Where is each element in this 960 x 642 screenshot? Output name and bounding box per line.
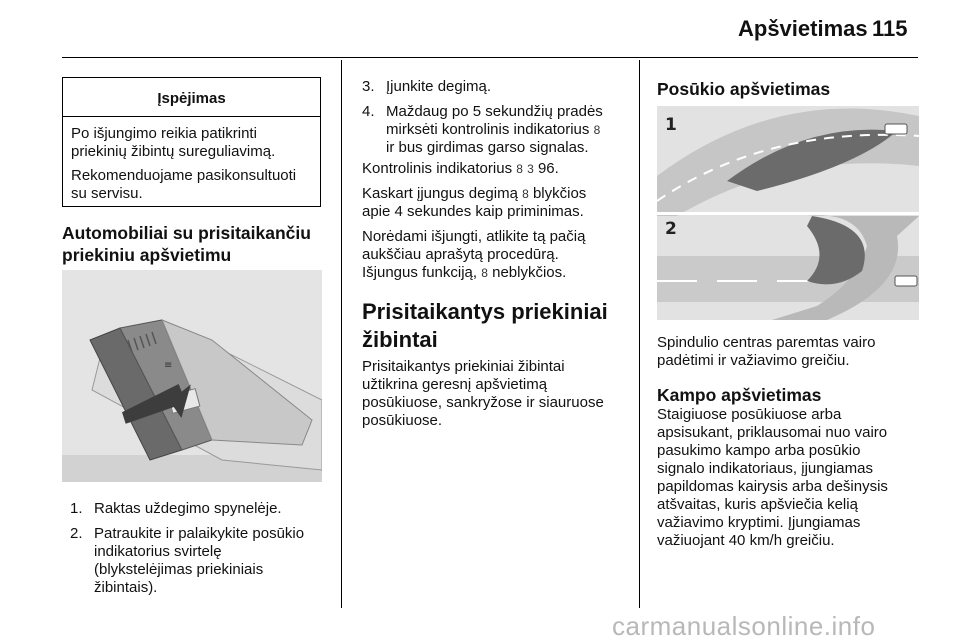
page-ref-arrow-icon: 3 [527,162,534,177]
list-text: Maždaug po 5 sekundžių pradės [386,103,603,120]
column-divider-left [341,60,342,608]
list-text: (blykstelėjimas priekiniais [94,561,264,578]
heading-line: Prisitaikantys priekiniai [362,299,608,324]
warning-line: su servisu. [71,185,143,202]
body-text: papildomas kairysis arba dešinysis [657,478,888,495]
heading-line: žibintai [362,327,438,352]
headlight-beam-diagram-icon [657,106,919,320]
warning-body [63,117,320,203]
list-text: ir bus girdimas garso signalas. [386,139,589,157]
page-header-title: Apšvietimas [738,16,868,41]
body-text: signalo indikatoriaus, įjungiamas [657,460,873,477]
body-text: aukščiau aprašytą procedūrą. [362,246,559,264]
indicator-icon: 8 [481,266,488,281]
body-text: Kontrolinis indikatorius [362,160,513,177]
steps-list-b [362,78,632,164]
list-item [70,500,330,518]
caption-text: padėtimi ir važiavimo greičiu. [657,352,850,369]
list-text: žibintais). [94,579,158,596]
caption-text: Spindulio centras paremtas vairo [657,334,876,351]
adaptive-body [362,160,637,289]
body-text: apie 4 sekundes kaip priminimas. [362,203,584,221]
list-text: indikatorius svirtelę [94,543,222,560]
warning-line: priekinių žibintų sureguliavimą. [71,143,276,160]
body-text: Staigiuose posūkiuose arba [657,406,842,423]
list-item [362,103,632,157]
body-text: apsisukant, priklausomai nuo vairo [657,424,888,441]
list-item [70,525,330,597]
adaptive-heading [62,222,311,266]
body-text: atšvaitas, kuris apšviečia kelią [657,496,858,513]
warning-title: Įspėjimas [63,78,320,117]
svg-text:≡: ≡ [164,360,173,371]
body-text: Išjungus funkciją, [362,264,478,282]
indicator-icon: 8 [522,187,529,202]
figure-label-2: 2 [665,219,677,239]
body-text: posūkiuose. [362,412,443,429]
curve-light-heading: Posūkio apšvietimas [657,79,831,99]
body-text: blykčios [532,185,587,203]
list-text: mirksėti kontrolinis indikatorius [386,121,590,138]
afl-heading [362,298,608,354]
page-number: 115 [872,16,908,41]
steps-list-a [70,500,330,604]
body-text: neblykčios. [492,264,567,282]
page-reference: 96. [537,160,559,177]
list-text: Įjunkite degimą. [386,78,492,95]
body-text: Kaskart įjungus degimą [362,185,518,203]
list-number: 3. [362,78,375,95]
indicator-icon: 8 [593,123,601,138]
list-item [362,78,632,96]
corner-light-body [657,406,919,550]
body-text: posūkiuose, sankryžose ir siauruose [362,394,604,411]
heading-line: Automobiliai su prisitaikančiu [62,223,311,243]
figure-caption [657,334,919,370]
list-text: Raktas uždegimo spynelėje. [94,500,282,517]
warning-box [62,77,321,207]
body-text: važiavimo kryptimi. Įjungiamas [657,514,861,531]
warning-line: Rekomenduojame pasikonsultuoti [71,167,297,184]
list-number: 4. [362,103,375,120]
stalk-illustration [62,270,322,482]
indicator-icon: 8 [516,162,523,177]
figure-label-1: 1 [665,115,677,135]
list-number: 1. [70,500,83,517]
corner-light-heading: Kampo apšvietimas [657,385,822,405]
column-divider-right [639,60,640,608]
turn-signal-stalk-icon [62,270,322,482]
body-text: pasukimo kampo arba posūkio [657,442,861,459]
header-divider [62,57,918,58]
afl-body [362,358,637,430]
list-text: Patraukite ir palaikykite posūkio [94,525,305,542]
watermark: carmanualsonline.info [612,611,876,641]
list-number: 2. [70,525,83,542]
warning-line: Po išjungimo reikia patikrinti [71,125,257,142]
heading-line: priekiniu apšvietimu [62,245,232,265]
body-text: užtikrina geresnį apšvietimą [362,376,548,393]
body-text: važiuojant 40 km/h greičiu. [657,532,835,549]
body-text: Prisitaikantys priekiniai žibintai [362,358,565,375]
curve-light-illustration [657,106,919,320]
body-text: Norėdami išjungti, atlikite tą pačią [362,228,586,246]
